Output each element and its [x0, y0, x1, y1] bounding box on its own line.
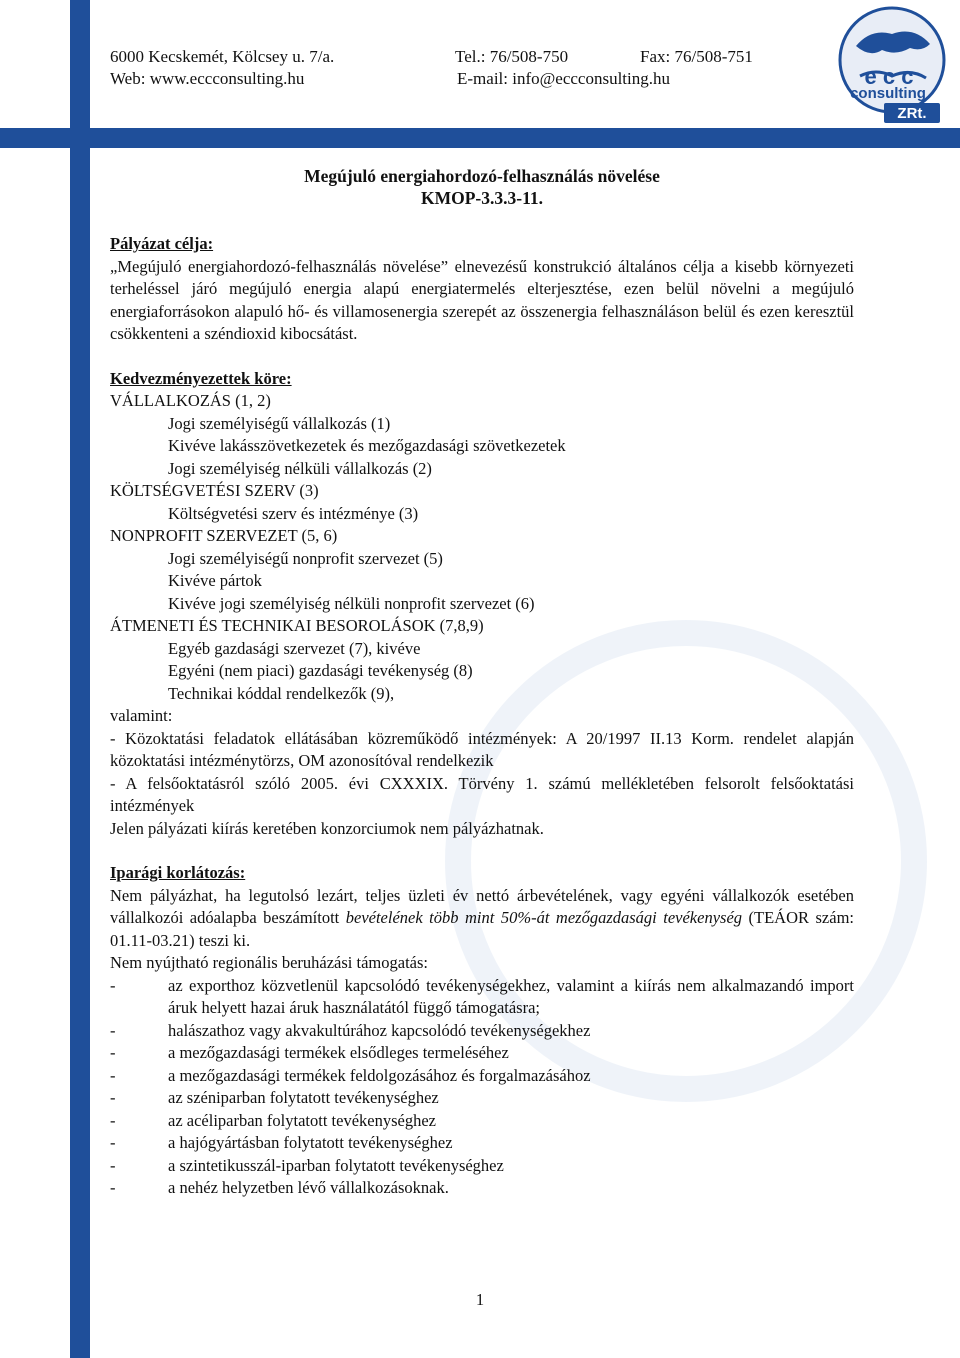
restriction-list [110, 975, 854, 1200]
beneficiary-line: VÁLLALKOZÁS (1, 2) [110, 391, 271, 410]
phone-text: Tel.: 76/508-750 [455, 47, 569, 66]
list-bullet: - [110, 975, 116, 995]
purpose-text: „Megújuló energiahordozó-felhasználás növelése” elnevezésű konstrukció általános célja a kisebb környezeti terheléssel járó megújuló energia alapú energiatermelés elterjesztése, ezen belül növelni a megújuló energiaforrásokon alapuló hő- és villamosenergia szerepét az összenergia felhasználáson belül és ezen keresztül csökkenteni a széndioxid kibocsátást. [110, 256, 854, 343]
list-item-text: az széniparban folytatott tevékenységhez [168, 1088, 439, 1107]
list-item-text: a mezőgazdasági termékek elsődleges termeléséhez [168, 1043, 509, 1062]
list-item [110, 1042, 854, 1065]
beneficiary-line: Költségvetési szerv és intézménye (3) [168, 503, 419, 523]
beneficiary-line: Egyéni (nem piaci) gazdasági tevékenység (8) [168, 661, 473, 680]
restrictions-heading: Iparági korlátozás: [110, 863, 246, 882]
list-item [110, 1155, 854, 1178]
purpose-heading: Pályázat célja: [110, 234, 214, 253]
beneficiary-line: Egyéb gazdasági szervezet (7), kivéve [168, 638, 421, 658]
list-item-text: az exporthoz közvetlenül kapcsolódó tevékenységekhez, valamint a kiírás nem alkalmazandó import áruk helyett hazai áruk használatától függő támogatásra; [168, 975, 854, 1017]
list-item [110, 1132, 854, 1155]
list-item-text: az acéliparban folytatott tevékenységhez [168, 1110, 436, 1130]
beneficiary-list [110, 390, 854, 728]
beneficiary-line: Jogi személyiség nélküli vállalkozás (2) [168, 458, 432, 478]
list-item-text: a nehéz helyzetben lévő vállalkozásoknak. [168, 1178, 449, 1197]
list-item [110, 1065, 854, 1088]
list-bullet: - [110, 1065, 116, 1085]
beneficiary-line: Kivéve pártok [168, 571, 262, 590]
email-text: E-mail: info@eccconsulting.hu [457, 69, 670, 88]
document-body [110, 233, 854, 1200]
list-bullet: - [110, 1020, 116, 1040]
beneficiaries-para-1: - Közoktatási feladatok ellátásában közreműködő intézmények: A 20/1997 II.13 Korm. rendelet alapján közoktatási intézménytörzs, OM azonosítóval rendelkezik [110, 728, 854, 770]
web-text: Web: www.eccconsulting.hu [110, 69, 305, 88]
list-bullet: - [110, 1133, 116, 1152]
logo-letters: e c c [864, 64, 914, 89]
left-accent-bar [70, 0, 90, 1358]
beneficiaries-para-3: Jelen pályázati kiírás keretében konzorciumok nem pályázhatnak. [110, 818, 544, 838]
beneficiary-line: Jogi személyiségű vállalkozás (1) [168, 413, 391, 433]
company-logo [826, 6, 952, 126]
list-item-text: halászathoz vagy akvakultúrához kapcsolódó tevékenységekhez [168, 1020, 591, 1040]
page-number: 1 [475, 1290, 485, 1309]
document-title: Megújuló energiahordozó-felhasználás növelése [304, 166, 660, 186]
list-item [110, 1020, 854, 1043]
list-item [110, 1087, 854, 1110]
beneficiaries-heading: Kedvezményezettek köre: [110, 368, 292, 388]
fax-text: Fax: 76/508-751 [640, 47, 753, 66]
beneficiary-line: Technikai kóddal rendelkezők (9), [168, 683, 395, 703]
restrictions-text-part: (TEÁOR szám: 01.11-03.21) teszi ki. [110, 908, 855, 950]
restrictions-text [110, 885, 854, 953]
list-bullet: - [110, 1155, 116, 1175]
beneficiary-line: NONPROFIT SZERVEZET (5, 6) [110, 526, 338, 545]
list-item-text: a mezőgazdasági termékek feldolgozásához és forgalmazásához [168, 1065, 591, 1085]
document-code: KMOP-3.3.3-11. [421, 188, 543, 208]
list-bullet: - [110, 1088, 116, 1107]
document-title-block [110, 165, 854, 209]
address-text: 6000 Kecskemét, Kölcsey u. 7/a. [110, 47, 335, 66]
list-bullet: - [110, 1043, 116, 1062]
list-item [110, 1110, 854, 1133]
list-item-text: a hajógyártásban folytatott tevékenységhez [168, 1133, 453, 1152]
beneficiary-line: KÖLTSÉGVETÉSI SZERV (3) [110, 481, 319, 500]
list-item-text: a szintetikusszál-iparban folytatott tevékenységhez [168, 1155, 504, 1175]
logo-word: consulting [850, 85, 926, 102]
list-item [110, 1177, 854, 1200]
beneficiary-line: ÁTMENETI ÉS TECHNIKAI BESOROLÁSOK (7,8,9) [110, 616, 484, 635]
restrictions-intro: Nem nyújtható regionális beruházási támogatás: [110, 953, 428, 972]
beneficiary-line: valamint: [110, 706, 173, 725]
restrictions-text-italic: bevételének több mint 50%-át mezőgazdasági tevékenység [345, 908, 743, 927]
list-item [110, 975, 854, 1020]
list-bullet: - [110, 1110, 116, 1130]
beneficiaries-para-2: - A felsőoktatásról szóló 2005. évi CXXXIX. Törvény 1. számú mellékletében felsorolt felsőoktatási intézmények [110, 773, 854, 815]
beneficiary-line: Kivéve lakásszövetkezetek és mezőgazdasági szövetkezetek [168, 436, 566, 455]
beneficiary-line: Jogi személyiségű nonprofit szervezet (5) [168, 548, 443, 568]
header-accent-bar [0, 128, 960, 148]
list-bullet: - [110, 1178, 116, 1197]
beneficiary-line: Kivéve jogi személyiség nélküli nonprofit szervezet (6) [168, 593, 535, 613]
logo-badge: ZRt. [897, 105, 927, 122]
restrictions-text-part: Nem pályázhat, ha legutolsó lezárt, teljes üzleti év nettó árbevételének, vagy egyéni vállalkozók esetében vállalkozói adóalapba beszámított [110, 885, 854, 927]
